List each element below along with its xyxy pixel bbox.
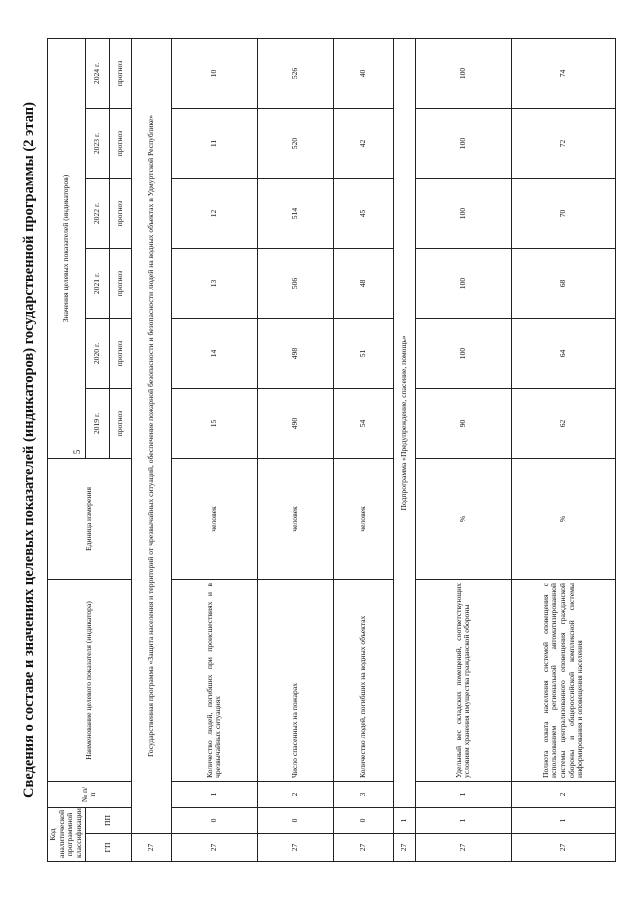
value-cell: 514 bbox=[257, 179, 333, 249]
year-header: 2021 г. bbox=[85, 249, 109, 319]
year-header: 2019 г. bbox=[85, 389, 109, 459]
value-cell: 12 bbox=[171, 179, 257, 249]
unit-cell: % bbox=[511, 459, 615, 580]
value-cell: 520 bbox=[257, 109, 333, 179]
subprogram-gp-code: 27 bbox=[393, 834, 415, 862]
value-cell: 62 bbox=[511, 389, 615, 459]
page-number: 5 bbox=[72, 449, 82, 455]
value-cell: 15 bbox=[171, 389, 257, 459]
row-number: 2 bbox=[511, 782, 615, 808]
value-cell: 42 bbox=[333, 109, 393, 179]
table-row bbox=[511, 38, 615, 861]
row-number: 1 bbox=[171, 782, 257, 808]
table-row bbox=[333, 38, 393, 861]
pp-header: ПП bbox=[85, 808, 131, 834]
program-gp-code: 27 bbox=[131, 834, 171, 862]
value-cell: 13 bbox=[171, 249, 257, 319]
program-row bbox=[131, 38, 171, 861]
row-number: 2 bbox=[257, 782, 333, 808]
code-header: Код аналитической программной классификации bbox=[48, 808, 86, 862]
gp-code: 27 bbox=[257, 834, 333, 862]
num-header: № п/п bbox=[48, 782, 132, 808]
value-cell: 526 bbox=[257, 38, 333, 108]
forecast-label: прогноз bbox=[109, 319, 131, 389]
indicators-table bbox=[47, 38, 616, 862]
year-header: 2023 г. bbox=[85, 109, 109, 179]
unit-cell: человек bbox=[333, 459, 393, 580]
rotated-page bbox=[17, 30, 617, 870]
year-header: 2024 г. bbox=[85, 38, 109, 108]
value-cell: 506 bbox=[257, 249, 333, 319]
value-cell: 490 bbox=[257, 389, 333, 459]
gp-code: 27 bbox=[333, 834, 393, 862]
forecast-label: прогноз bbox=[109, 389, 131, 459]
table-row bbox=[171, 38, 257, 861]
pp-code: 1 bbox=[511, 808, 615, 834]
forecast-label: прогноз bbox=[109, 249, 131, 319]
program-title: Государственная программа «Защита населения и территорий от чрезвычайных ситуаций, обеспечение пожарной безопасности и безопасности людей на водных объектах в Удмуртской Республике» bbox=[131, 38, 171, 833]
row-number: 1 bbox=[415, 782, 511, 808]
value-cell: 100 bbox=[415, 319, 511, 389]
row-number: 3 bbox=[333, 782, 393, 808]
document-title: Сведения о составе и значениях целевых показателей (индикаторов) государственной программы (2 этап) bbox=[21, 102, 37, 798]
pp-code: 1 bbox=[415, 808, 511, 834]
unit-cell: % bbox=[415, 459, 511, 580]
value-cell: 40 bbox=[333, 38, 393, 108]
value-cell: 498 bbox=[257, 319, 333, 389]
value-cell: 51 bbox=[333, 319, 393, 389]
value-cell: 74 bbox=[511, 38, 615, 108]
values-group-header: Значения целевых показателей (индикаторов) bbox=[48, 38, 86, 458]
value-cell: 68 bbox=[511, 249, 615, 319]
pp-code: 0 bbox=[333, 808, 393, 834]
value-cell: 90 bbox=[415, 389, 511, 459]
forecast-label: прогноз bbox=[109, 109, 131, 179]
table-row bbox=[415, 38, 511, 861]
subprogram-pp-code: 1 bbox=[393, 808, 415, 834]
indicator-name: Удельный вес складских помещений, соответствующих условиям хранения имущества гражданской обороны bbox=[415, 580, 511, 782]
value-cell: 54 bbox=[333, 389, 393, 459]
subprogram-row bbox=[393, 38, 415, 861]
indicator-name: Полнота охвата населения системой оповещения с использованием региональной автоматизированной системы централизованного оповещения гражданской обороны и общероссийской комплексной системы информирования и оповещения населения bbox=[511, 580, 615, 782]
name-header: Наименование целевого показателя (индикатора) bbox=[48, 580, 132, 782]
value-cell: 100 bbox=[415, 249, 511, 319]
value-cell: 100 bbox=[415, 109, 511, 179]
gp-code: 27 bbox=[415, 834, 511, 862]
value-cell: 11 bbox=[171, 109, 257, 179]
indicator-name: Количество людей, погибших при происшествиях и в чрезвычайных ситуациях bbox=[171, 580, 257, 782]
gp-code: 27 bbox=[511, 834, 615, 862]
value-cell: 100 bbox=[415, 38, 511, 108]
year-header: 2022 г. bbox=[85, 179, 109, 249]
gp-code: 27 bbox=[171, 834, 257, 862]
pp-code: 0 bbox=[171, 808, 257, 834]
value-cell: 64 bbox=[511, 319, 615, 389]
indicator-name: Количество людей, погибших на водных объектах bbox=[333, 580, 393, 782]
indicator-name: Число спасенных на пожарах bbox=[257, 580, 333, 782]
year-header: 2020 г. bbox=[85, 319, 109, 389]
forecast-label: прогноз bbox=[109, 179, 131, 249]
value-cell: 10 bbox=[171, 38, 257, 108]
forecast-label: прогноз bbox=[109, 38, 131, 108]
subprogram-title: Подпрограмма «Предупреждение, спасение, помощь» bbox=[393, 38, 415, 807]
table-row bbox=[257, 38, 333, 861]
unit-cell: человек bbox=[257, 459, 333, 580]
value-cell: 45 bbox=[333, 179, 393, 249]
value-cell: 70 bbox=[511, 179, 615, 249]
header-row-1 bbox=[48, 38, 86, 861]
unit-cell: человек bbox=[171, 459, 257, 580]
pp-code: 0 bbox=[257, 808, 333, 834]
unit-header: Единица измерения bbox=[48, 459, 132, 580]
value-cell: 48 bbox=[333, 249, 393, 319]
value-cell: 100 bbox=[415, 179, 511, 249]
value-cell: 14 bbox=[171, 319, 257, 389]
gp-header: ГП bbox=[85, 834, 131, 862]
value-cell: 72 bbox=[511, 109, 615, 179]
